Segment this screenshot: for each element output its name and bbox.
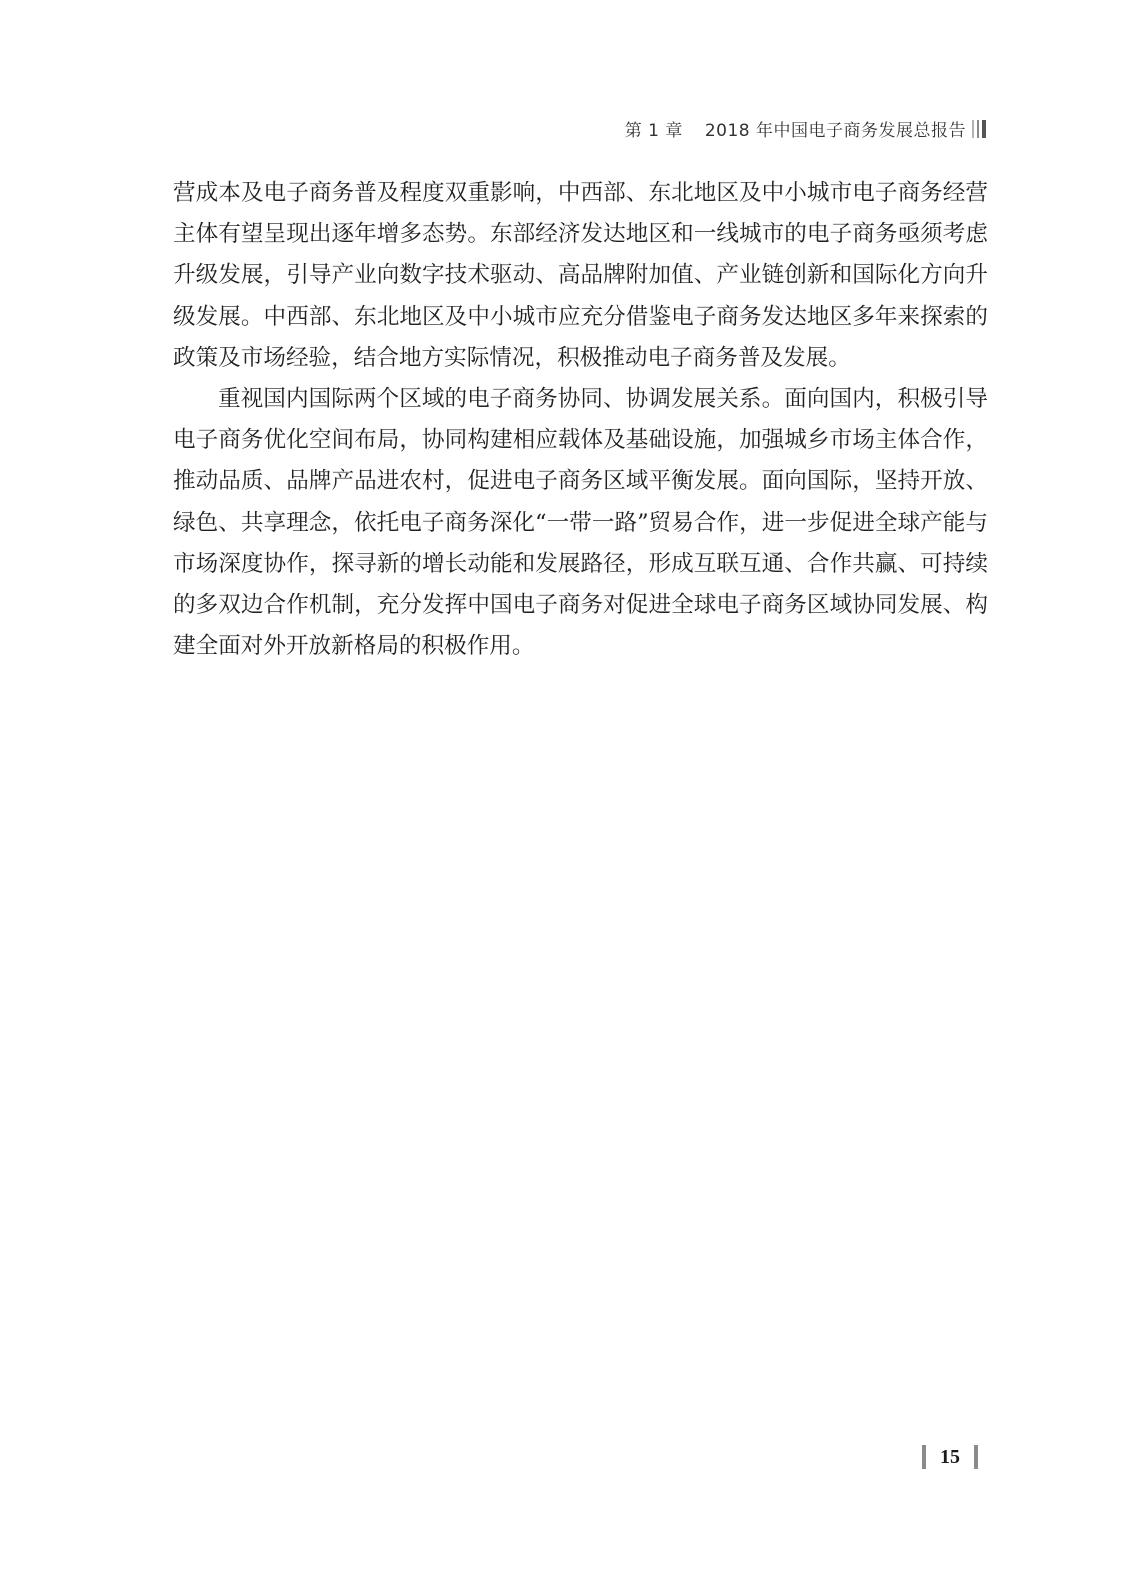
body-text: [173, 173, 988, 667]
folio-bar-right: [974, 1445, 978, 1469]
folio-bar-left: [922, 1445, 926, 1469]
paragraph-continued: 营成本及电子商务普及程度双重影响，中西部、东北地区及中小城市电子商务经营主体有望呈现出逐年增多态势。东部经济发达地区和一线城市的电子商务亟须考虑升级发展，引导产业向数字技术驱动、高品牌附加值、产业链创新和国际化方向升级发展。中西部、东北地区及中小城市应充分借鉴电子商务发达地区多年来探索的政策及市场经验，结合地方实际情况，积极推动电子商务普及发展。: [173, 180, 988, 371]
running-header: [625, 116, 986, 141]
chapter-label: 第 1 章: [624, 121, 683, 141]
report-title: 2018 年中国电子商务发展总报告: [704, 121, 966, 141]
paragraph: 重视国内国际两个区域的电子商务协同、协调发展关系。面向国内，积极引导电子商务优化空间布局，协同构建相应载体及基础设施，加强城乡市场主体合作，推动品质、品牌产品进农村，促进电子商务区域平衡发展。面向国际，坚持开放、绿色、共享理念，依托电子商务深化“一带一路”贸易合作，进一步促进全球产能与市场深度协作，探寻新的增长动能和发展路径，形成互联互通、合作共赢、可持续的多双边合作机制，充分发挥中国电子商务对促进全球电子商务区域协同发展、构建全面对外开放新格局的积极作用。: [173, 386, 988, 660]
header-bars-decoration: [972, 120, 986, 138]
page-folio: [922, 1445, 978, 1469]
page-number: 15: [940, 1445, 960, 1468]
